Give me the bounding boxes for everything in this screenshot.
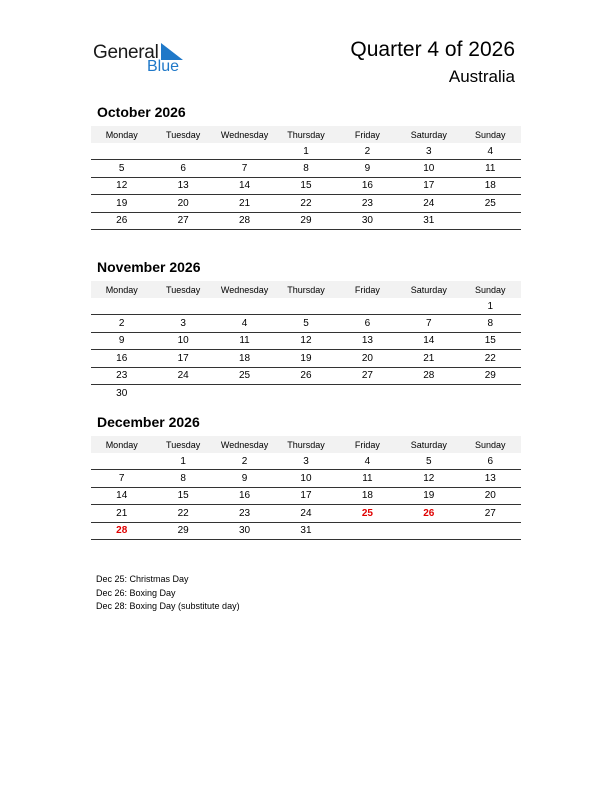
day-cell: 24 (152, 367, 213, 384)
day-cell: 6 (152, 160, 213, 177)
day-cell: 27 (460, 505, 521, 522)
day-cell: 9 (214, 470, 275, 487)
day-cell: 16 (91, 350, 152, 367)
day-cell: 23 (337, 195, 398, 212)
day-cell: 15 (460, 332, 521, 349)
day-cell: 29 (152, 522, 213, 539)
weekday-header: Thursday (275, 436, 336, 453)
day-cell: 6 (460, 453, 521, 470)
day-cell: 12 (398, 470, 459, 487)
day-cell: 2 (337, 143, 398, 160)
day-cell (152, 384, 213, 401)
week-row (91, 487, 521, 504)
day-cell: 26 (275, 367, 336, 384)
day-cell: 22 (152, 505, 213, 522)
day-cell: 6 (337, 315, 398, 332)
day-cell: 8 (275, 160, 336, 177)
day-cell: 12 (91, 177, 152, 194)
day-cell: 30 (337, 212, 398, 229)
day-cell: 10 (398, 160, 459, 177)
holiday-note: Dec 28: Boxing Day (substitute day) (96, 601, 240, 611)
day-cell: 9 (91, 332, 152, 349)
weekday-header: Friday (337, 436, 398, 453)
day-cell: 4 (337, 453, 398, 470)
day-cell: 28 (398, 367, 459, 384)
weekday-header: Tuesday (152, 436, 213, 453)
week-row (91, 298, 521, 315)
day-cell: 27 (337, 367, 398, 384)
day-cell (275, 384, 336, 401)
day-cell: 2 (214, 453, 275, 470)
week-row (91, 505, 521, 522)
day-cell: 5 (91, 160, 152, 177)
day-cell: 23 (214, 505, 275, 522)
day-cell: 19 (398, 487, 459, 504)
day-cell: 11 (337, 470, 398, 487)
day-cell: 21 (398, 350, 459, 367)
day-cell: 1 (152, 453, 213, 470)
calendar-table (91, 436, 521, 540)
day-cell: 31 (398, 212, 459, 229)
calendar-table (91, 281, 521, 401)
day-cell: 11 (460, 160, 521, 177)
week-row (91, 350, 521, 367)
day-cell: 23 (91, 367, 152, 384)
month-october (91, 104, 521, 230)
day-cell (398, 522, 459, 539)
day-cell: 5 (398, 453, 459, 470)
week-row (91, 143, 521, 160)
day-cell: 15 (152, 487, 213, 504)
day-cell (337, 298, 398, 315)
weekday-header: Thursday (275, 281, 336, 298)
day-cell: 25 (337, 505, 398, 522)
day-cell: 24 (275, 505, 336, 522)
weekday-header: Wednesday (214, 126, 275, 143)
week-row (91, 177, 521, 194)
day-cell: 28 (214, 212, 275, 229)
day-cell: 27 (152, 212, 213, 229)
day-cell: 30 (116, 387, 128, 399)
day-cell: 4 (460, 143, 521, 160)
weekday-header: Saturday (398, 436, 459, 453)
day-cell: 2 (91, 315, 152, 332)
day-cell: 25 (214, 367, 275, 384)
week-row (91, 212, 521, 229)
weekday-header: Monday (91, 436, 152, 453)
day-cell: 1 (275, 143, 336, 160)
weekday-header: Friday (337, 281, 398, 298)
day-cell: 17 (152, 350, 213, 367)
day-cell: 4 (214, 315, 275, 332)
day-cell: 29 (275, 212, 336, 229)
month-title: December 2026 (97, 414, 200, 430)
weekday-header: Monday (91, 281, 152, 298)
day-cell: 10 (152, 332, 213, 349)
week-row (91, 522, 521, 539)
week-row (91, 315, 521, 332)
week-row (91, 470, 521, 487)
day-cell (337, 522, 398, 539)
page-subtitle: Australia (448, 67, 515, 86)
day-cell: 20 (337, 350, 398, 367)
day-cell: 14 (91, 487, 152, 504)
day-cell: 19 (91, 195, 152, 212)
day-cell: 3 (398, 143, 459, 160)
day-cell (91, 143, 152, 160)
day-cell: 22 (460, 350, 521, 367)
day-cell: 11 (214, 332, 275, 349)
weekday-header: Sunday (460, 281, 521, 298)
holiday-note: Dec 26: Boxing Day (96, 587, 176, 598)
day-cell: 9 (337, 160, 398, 177)
day-cell: 17 (275, 487, 336, 504)
holiday-notes (96, 573, 240, 614)
month-december (91, 414, 521, 540)
weekday-header: Tuesday (152, 126, 213, 143)
day-cell: 15 (275, 177, 336, 194)
weekday-header: Wednesday (214, 281, 275, 298)
day-cell: 3 (275, 453, 336, 470)
holiday-note: Dec 25: Christmas Day (96, 574, 189, 584)
day-cell (460, 384, 521, 401)
day-cell: 3 (152, 315, 213, 332)
day-cell: 14 (398, 332, 459, 349)
day-cell: 24 (398, 195, 459, 212)
day-cell: 8 (152, 470, 213, 487)
week-row (91, 384, 521, 401)
day-cell: 31 (275, 522, 336, 539)
weekday-header: Tuesday (152, 281, 213, 298)
logo-general: General (93, 42, 159, 63)
day-cell (337, 384, 398, 401)
day-cell (275, 298, 336, 315)
day-cell: 18 (337, 487, 398, 504)
day-cell: 26 (398, 505, 459, 522)
day-cell: 25 (460, 195, 521, 212)
week-row (91, 160, 521, 177)
month-title: November 2026 (97, 259, 201, 275)
day-cell: 13 (337, 332, 398, 349)
page-title: Quarter 4 of 2026 (350, 38, 515, 61)
day-cell: 16 (337, 177, 398, 194)
day-cell (214, 384, 275, 401)
day-cell: 16 (214, 487, 275, 504)
day-cell: 21 (91, 505, 152, 522)
week-row (91, 367, 521, 384)
week-row (91, 332, 521, 349)
day-cell: 22 (275, 195, 336, 212)
month-title: October 2026 (97, 104, 186, 120)
week-row (91, 453, 521, 470)
day-cell: 7 (398, 315, 459, 332)
weekday-header: Saturday (398, 126, 459, 143)
month-november (91, 259, 521, 401)
day-cell: 13 (460, 470, 521, 487)
day-cell: 8 (460, 315, 521, 332)
day-cell: 7 (91, 470, 152, 487)
day-cell: 29 (460, 367, 521, 384)
day-cell: 20 (152, 195, 213, 212)
day-cell: 21 (214, 195, 275, 212)
day-cell (214, 143, 275, 160)
day-cell: 7 (214, 160, 275, 177)
day-cell: 12 (275, 332, 336, 349)
day-cell: 20 (460, 487, 521, 504)
day-cell: 30 (214, 522, 275, 539)
day-cell: 17 (398, 177, 459, 194)
weekday-header: Monday (91, 126, 152, 143)
day-cell (214, 298, 275, 315)
day-cell: 26 (91, 212, 152, 229)
day-cell (460, 212, 521, 229)
week-row (91, 195, 521, 212)
day-cell (91, 298, 152, 315)
day-cell (398, 298, 459, 315)
logo (93, 40, 193, 80)
day-cell (152, 143, 213, 160)
weekday-header: Saturday (398, 281, 459, 298)
day-cell: 10 (275, 470, 336, 487)
day-cell: 28 (91, 522, 152, 539)
weekday-header: Sunday (460, 436, 521, 453)
day-cell: 13 (152, 177, 213, 194)
calendar-table (91, 126, 521, 230)
weekday-header: Sunday (460, 126, 521, 143)
logo-blue: Blue (147, 58, 180, 75)
day-cell: 5 (275, 315, 336, 332)
day-cell (398, 384, 459, 401)
day-cell: 18 (214, 350, 275, 367)
day-cell: 19 (275, 350, 336, 367)
weekday-header: Friday (337, 126, 398, 143)
day-cell: 1 (460, 298, 521, 315)
day-cell (460, 522, 521, 539)
day-cell (91, 453, 152, 470)
day-cell (152, 298, 213, 315)
day-cell: 18 (460, 177, 521, 194)
weekday-header: Wednesday (214, 436, 275, 453)
weekday-header: Thursday (275, 126, 336, 143)
day-cell: 14 (214, 177, 275, 194)
